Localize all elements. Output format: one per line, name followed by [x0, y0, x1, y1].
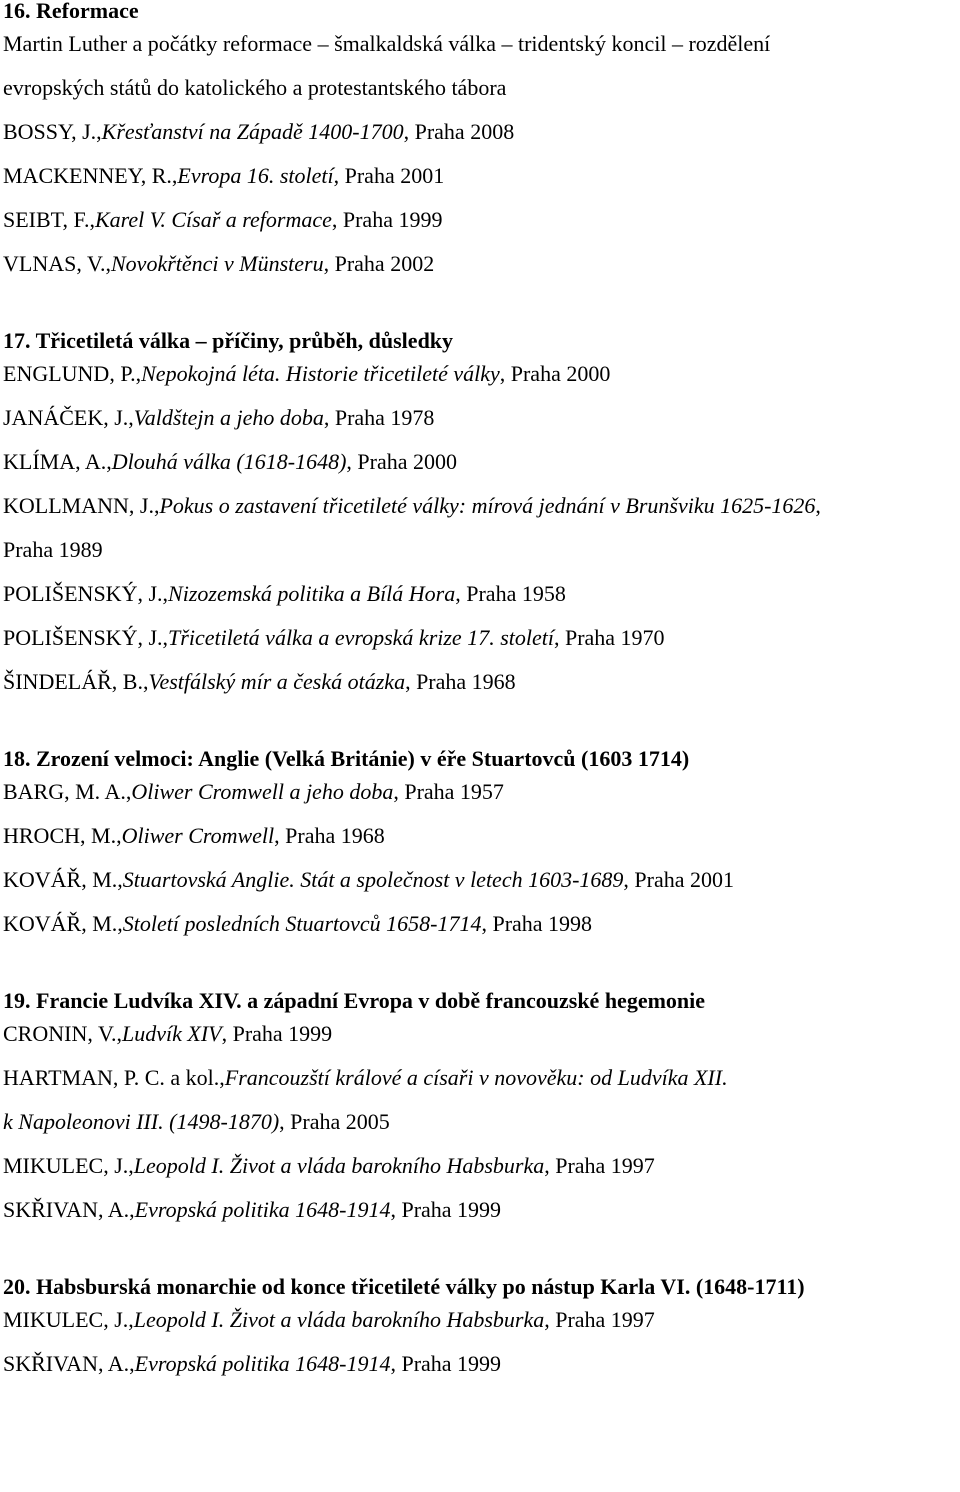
citation-kollmann: KOLLMANN, J.,Pokus o zastavení třicetileté války: mírová jednání v Brunšviku 1625-1626,: [3, 493, 821, 518]
section-title-20: 20. Habsburská monarchie od konce třicetileté války po nástup Karla VI. (1648-1711): [3, 1274, 805, 1299]
line-16-2: evropských států do katolického a protestantského tábora: [3, 75, 507, 100]
citation-kovar-2: KOVÁŘ, M.,Století posledních Stuartovců 1658-1714, Praha 1998: [3, 911, 593, 936]
citation-hroch: HROCH, M.,Oliwer Cromwell, Praha 1968: [3, 823, 385, 848]
citation-skrivan-2: SKŘIVAN, A.,Evropská politika 1648-1914, Praha 1999: [3, 1351, 502, 1376]
section-gap: [3, 946, 960, 968]
citation-klima: KLÍMA, A.,Dlouhá válka (1618-1648), Praha 2000: [3, 449, 457, 474]
citation-mackenney: MACKENNEY, R.,Evropa 16. století, Praha 2001: [3, 163, 445, 188]
section-title-16: 16. Reformace: [3, 0, 139, 23]
citation-bossy: BOSSY, J.,Křesťanství na Západě 1400-1700, Praha 2008: [3, 119, 515, 144]
citation-kollmann-cont: Praha 1989: [3, 537, 103, 562]
citation-mikulec-2: MIKULEC, J.,Leopold I. Život a vláda barokního Habsburka, Praha 1997: [3, 1307, 655, 1332]
section-gap: [3, 286, 960, 308]
citation-englund: ENGLUND, P.,Nepokojná léta. Historie třicetileté války, Praha 2000: [3, 361, 611, 386]
section-gap: [3, 1232, 960, 1254]
line-16-1: Martin Luther a počátky reformace – šmalkaldská válka – tridentský koncil – rozdělení: [3, 31, 771, 56]
citation-cronin: CRONIN, V.,Ludvík XIV, Praha 1999: [3, 1021, 333, 1046]
citation-hartman-cont: k Napoleonovi III. (1498-1870), Praha 2005: [3, 1109, 390, 1134]
section-title-19: 19. Francie Ludvíka XIV. a západní Evropa v době francouzské hegemonie: [3, 988, 706, 1013]
citation-sindelar: ŠINDELÁŘ, B.,Vestfálský mír a česká otázka, Praha 1968: [3, 669, 516, 694]
section-title-17: 17. Třicetiletá válka – příčiny, průběh, důsledky: [3, 328, 454, 353]
citation-polisensky-2: POLIŠENSKÝ, J.,Třicetiletá válka a evropská krize 17. století, Praha 1970: [3, 625, 665, 650]
citation-seibt: SEIBT, F.,Karel V. Císař a reformace, Praha 1999: [3, 207, 443, 232]
citation-vlnas: VLNAS, V.,Novokřtěnci v Münsteru, Praha 2002: [3, 251, 435, 276]
section-title-18: 18. Zrození velmoci: Anglie (Velká Británie) v éře Stuartovců (1603 1714): [3, 746, 690, 771]
citation-kovar-1: KOVÁŘ, M.,Stuartovská Anglie. Stát a společnost v letech 1603-1689, Praha 2001: [3, 867, 735, 892]
citation-polisensky-1: POLIŠENSKÝ, J.,Nizozemská politika a Bílá Hora, Praha 1958: [3, 581, 566, 606]
section-gap: [3, 704, 960, 726]
citation-skrivan: SKŘIVAN, A.,Evropská politika 1648-1914, Praha 1999: [3, 1197, 502, 1222]
citation-mikulec: MIKULEC, J.,Leopold I. Život a vláda barokního Habsburka, Praha 1997: [3, 1153, 655, 1178]
citation-janacek: JANÁČEK, J.,Valdštejn a jeho doba, Praha 1978: [3, 405, 435, 430]
citation-hartman: HARTMAN, P. C. a kol.,Francouzští králové a císaři v novověku: od Ludvíka XII.: [3, 1065, 728, 1090]
citation-barg: BARG, M. A.,Oliwer Cromwell a jeho doba, Praha 1957: [3, 779, 504, 804]
